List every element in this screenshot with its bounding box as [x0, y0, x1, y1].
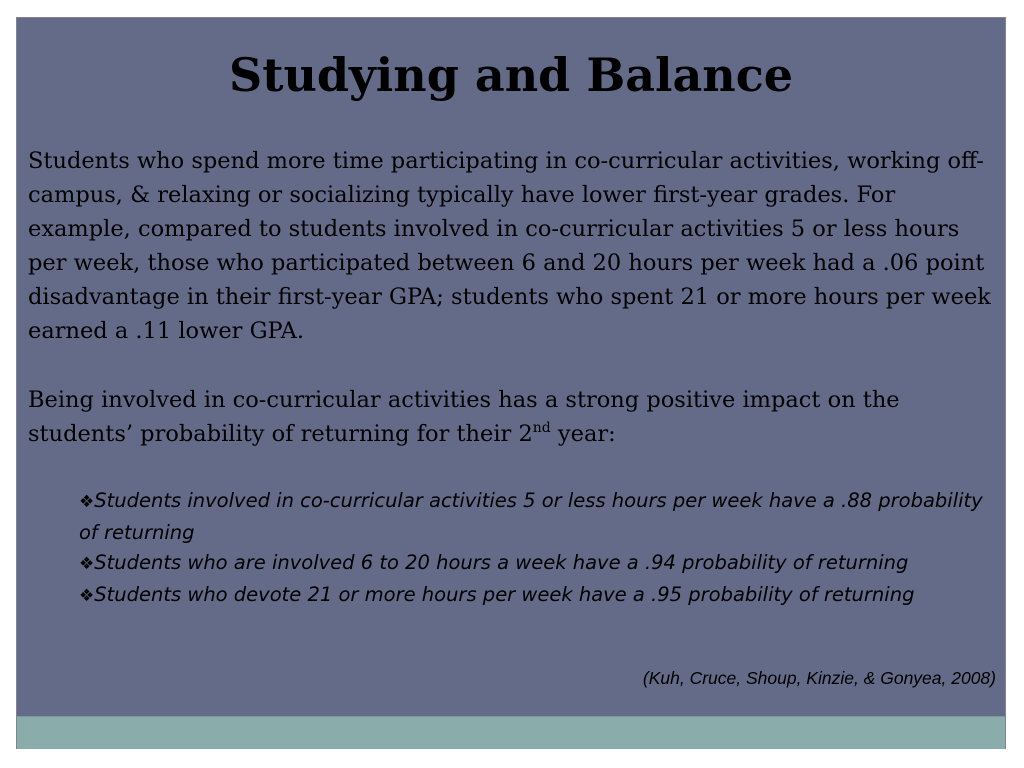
footer-band [17, 716, 1005, 749]
slide-content-area [17, 18, 1005, 716]
diamond-bullet-icon: ❖ [79, 554, 95, 574]
paragraph-retention-text: Being involved in co-curricular activities has a strong positive impact on the students’ probability of returning for their 2 [28, 387, 900, 447]
paragraph-retention-tail: year: [550, 421, 616, 447]
retention-bullet-list [79, 486, 999, 611]
slide-title: Studying and Balance [228, 48, 794, 102]
list-item-text: Students who devote 21 or more hours per week have a .95 probability of returning [94, 582, 915, 606]
ordinal-suffix: nd [532, 420, 551, 436]
paragraph-grades: Students who spend more time participating in co-curricular activities, working off-campus, & relaxing or socializing typically have lower first-year grades. For example, compared to students involved in co-curricular activities 5 or less hours per week, those who participated between 6 and 20 hours per week had a .06 point disadvantage in their first-year GPA; students who spent 21 or more hours per week earned a .11 lower GPA. [28, 148, 991, 344]
citation: (Kuh, Cruce, Shoup, Kinzie, & Gonyea, 2008) [642, 668, 996, 688]
paragraph-retention [28, 383, 1000, 454]
diamond-bullet-icon: ❖ [79, 492, 95, 512]
slide [16, 17, 1006, 749]
list-item [79, 580, 999, 612]
diamond-bullet-icon: ❖ [79, 585, 95, 606]
list-item-text: Students who are involved 6 to 20 hours a week have a .94 probability of returning [94, 551, 909, 574]
list-item [79, 486, 999, 548]
list-item [79, 548, 999, 580]
list-item-text: Students involved in co-curricular activities 5 or less hours per week have a .88 probability of returning [79, 489, 983, 544]
